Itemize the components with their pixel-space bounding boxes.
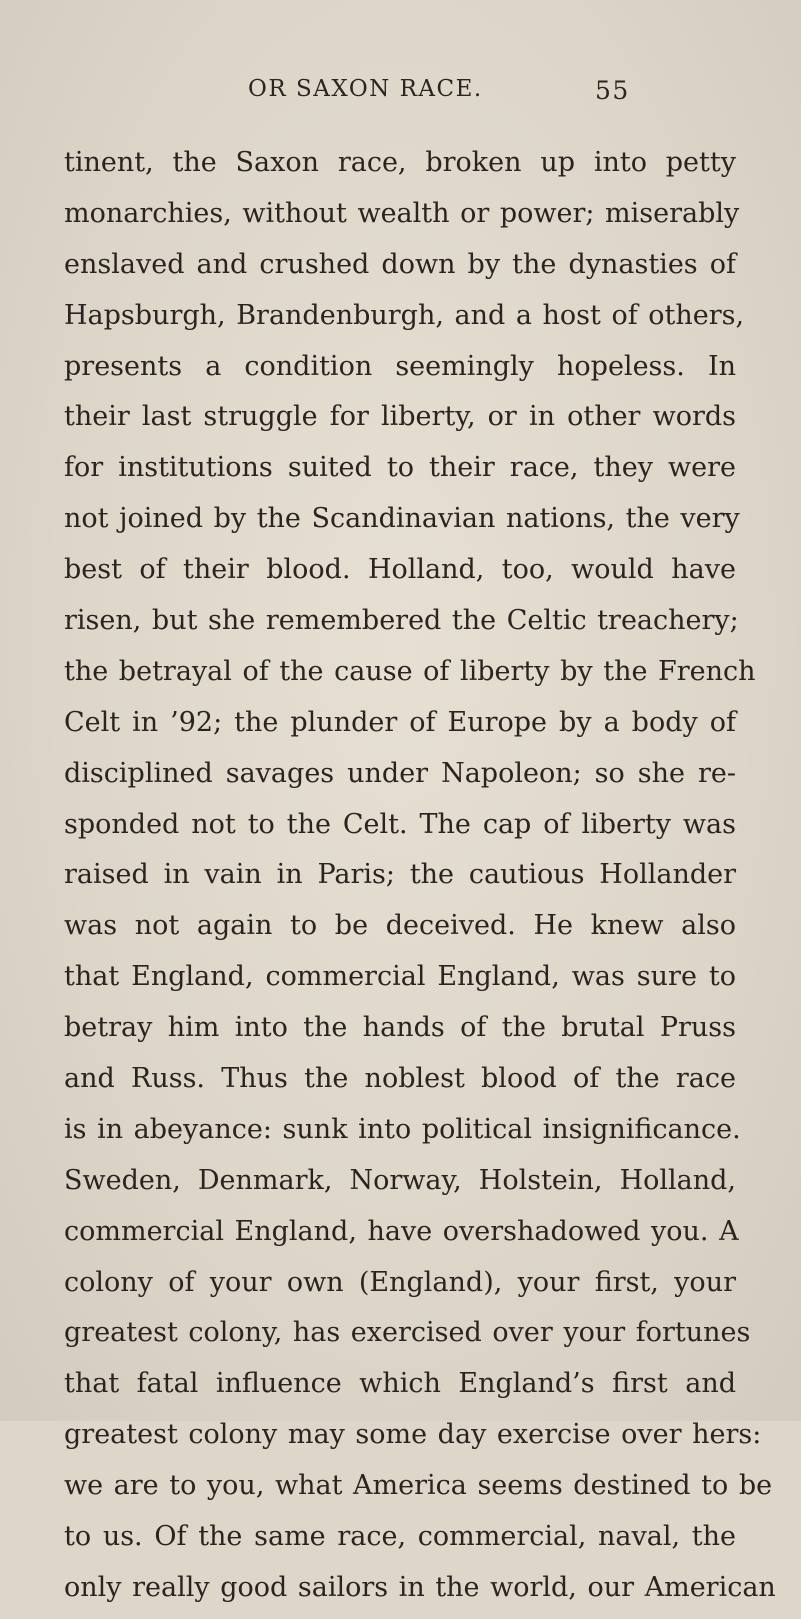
text-line: only really good sailors in the world, our American: [64, 1571, 776, 1603]
text-line: disciplined savages under Napoleon; so she re-: [64, 757, 736, 789]
text-line: Celt in ’92; the plunder of Europe by a body of: [64, 706, 736, 738]
text-line: Hapsburgh, Brandenburgh, and a host of others,: [64, 299, 745, 331]
text-line: not joined by the Scandinavian nations, the very: [64, 503, 740, 535]
running-head: [248, 76, 668, 110]
running-title: OR SAXON RACE.: [248, 76, 483, 102]
text-line: risen, but she remembered the Celtic treachery;: [64, 605, 739, 637]
text-line: best of their blood. Holland, too, would have: [64, 554, 736, 586]
text-line: colony of your own (England), your first, your: [64, 1266, 736, 1298]
text-line: enslaved and crushed down by the dynasties of: [64, 248, 736, 280]
text-line: monarchies, without wealth or power; miserably: [64, 197, 740, 229]
text-line: greatest colony may some day exercise over hers:: [64, 1419, 762, 1451]
text-line: presents a condition seemingly hopeless. In: [64, 350, 736, 382]
text-line: was not again to be deceived. He knew also: [64, 910, 736, 942]
text-line: is in abeyance: sunk into political insignificance.: [64, 1113, 741, 1145]
text-line: that fatal influence which England’s first and: [64, 1368, 736, 1400]
text-line: the betrayal of the cause of liberty by the French: [64, 655, 756, 687]
text-line: and Russ. Thus the noblest blood of the race: [64, 1063, 736, 1095]
text-line: sponded not to the Celt. The cap of liberty was: [64, 808, 736, 840]
text-line: for institutions suited to their race, they were: [64, 452, 736, 484]
text-line: Sweden, Denmark, Norway, Holstein, Holland,: [64, 1164, 736, 1196]
text-line: that England, commercial England, was sure to: [64, 961, 736, 993]
page-number: 55: [595, 76, 630, 105]
text-line: to us. Of the same race, commercial, naval, the: [64, 1521, 736, 1553]
text-line: raised in vain in Paris; the cautious Hollander: [64, 859, 736, 891]
text-line: tinent, the Saxon race, broken up into petty: [64, 147, 736, 178]
text-line: their last struggle for liberty, or in other words: [64, 401, 736, 433]
text-line: commercial England, have overshadowed you. A: [64, 1215, 739, 1247]
text-line: betray him into the hands of the brutal Pruss: [64, 1012, 736, 1044]
text-line: we are to you, what America seems destined to be: [64, 1470, 773, 1502]
body-text: [64, 143, 776, 1619]
text-line: greatest colony, has exercised over your fortunes: [64, 1317, 751, 1349]
